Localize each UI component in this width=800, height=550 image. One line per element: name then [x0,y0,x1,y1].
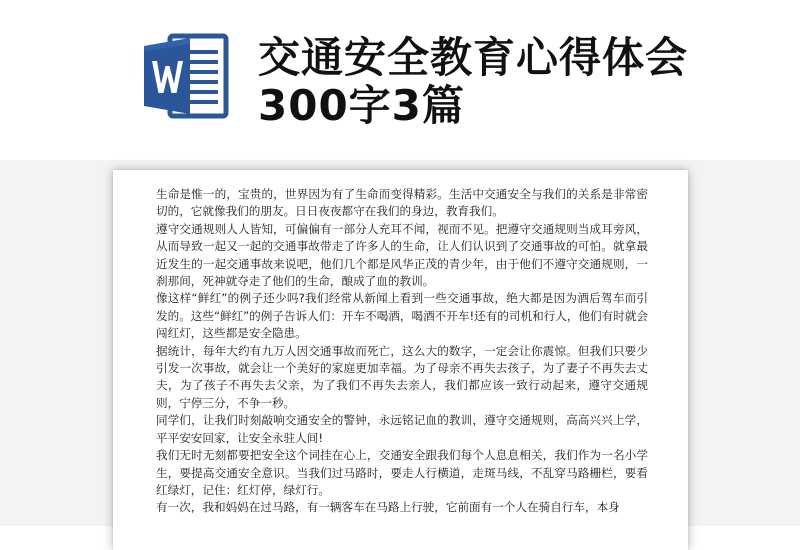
paragraph: 据统计，每年大约有九万人因交通事故而死亡，这么大的数字，一定会让你震惊。但我们只要少引发一次事故，就会让一个美好的家庭更加幸福。为了母亲不再失去孩子，为了妻子不再失去丈夫，为了孩子不再失去父亲，为了我们不再失去亲人，我们都应该一致行动起来，遵守交通规则，宁停三分，不争一秒。 [156,343,648,410]
paragraph: 遵守交通规则人人皆知，可偏偏有一部分人充耳不闻，视而不见。把遵守交通规则当成耳旁风，从而导致一起又一起的交通事故带走了许多人的生命，让人们认识到了交通事故的可怕。就拿最近发生的一起交通事故来说吧，他们几个都是风华正茂的青少年，由于他们不遵守交通规则，一刹那间，死神就夺走了他们的生命，酿成了血的教训。 [156,221,648,289]
paragraph: 像这样“鲜红”的例子还少吗?我们经常从新闻上看到一些交通事故，绝大都是因为酒后驾车而引发的。这些“鲜红”的例子告诉人们：开车不喝酒，喝酒不开车!还有的司机和行人，他们有时就会闯红灯，这些都是安全隐患。 [156,291,649,341]
paragraph: 有一次，我和妈妈在过马路，有一辆客车在马路上行驶，它前面有一个人在骑自行车，本身 [156,500,620,515]
document-body [156,186,648,517]
paragraph: 我们无时无刻都要把安全这个词挂在心上，交通安全跟我们每个人息息相关，我们作为一名小学生，要提高交通安全意识。当我们过马路时，要走人行横道，走斑马线，不乱穿马路栅栏，要看红绿灯，记住：红灯停，绿灯行。 [156,448,648,497]
paragraph: 生命是惟一的，宝贵的，世界因为有了生命而变得精彩。生活中交通安全与我们的关系是非常密切的，它就像我们的朋友。日日夜夜都守在我们的身边，教育我们。 [156,187,648,219]
paragraph: 同学们，让我们时刻敲响交通安全的警钟，永远铭记血的教训，遵守交通规则，高高兴兴上学，平平安安回家，让安全永驻人间! [156,413,648,445]
header-banner [0,0,800,160]
document-page [113,170,688,550]
page-title: 交通安全教育心得体会300字3篇 [258,33,689,130]
word-document-icon [140,30,232,122]
